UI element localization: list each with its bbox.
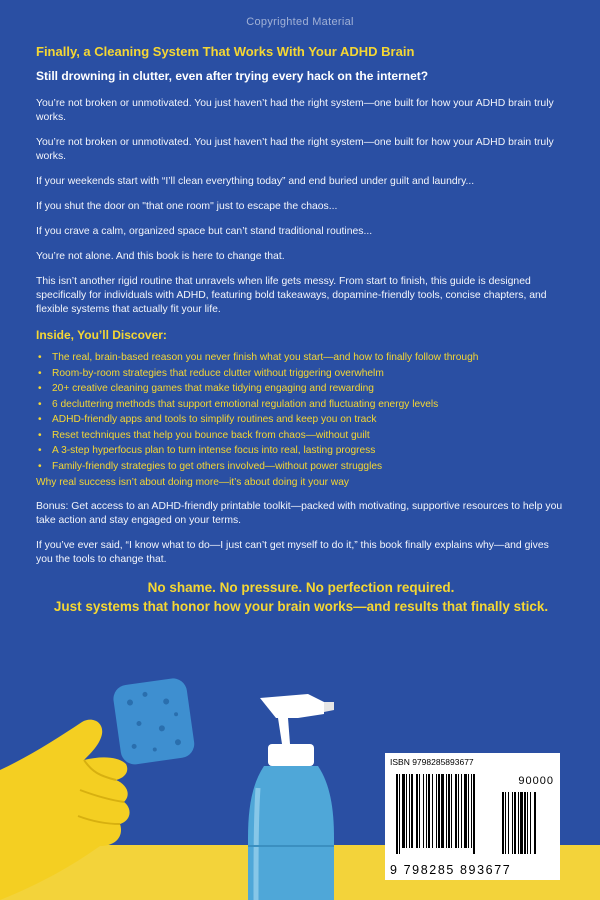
bonus-paragraph: Bonus: Get access to an ADHD-friendly printable toolkit—packed with motivating, supportive resources to help you take action and stay engaged on your terms. bbox=[36, 501, 563, 526]
discover-list bbox=[36, 350, 566, 474]
intro-paragraph: If you crave a calm, organized space but can’t stand traditional routines... bbox=[36, 226, 373, 237]
intro-paragraph: If your weekends start with “I’ll clean everything today” and end buried under guilt and laundry... bbox=[36, 176, 475, 187]
back-cover-copy bbox=[36, 44, 566, 616]
list-item: • Room-by-room strategies that reduce clutter without triggering overwhelm bbox=[36, 366, 566, 382]
list-item: • Reset techniques that help you bounce back from chaos—without guilt bbox=[36, 428, 566, 444]
list-item: • A 3-step hyperfocus plan to turn intense focus into real, lasting progress bbox=[36, 443, 566, 459]
list-item: • ADHD-friendly apps and tools to simplify routines and keep you on track bbox=[36, 412, 566, 428]
barcode-bars bbox=[390, 772, 555, 856]
spray-bottle-illustration bbox=[238, 688, 358, 900]
tagline bbox=[22, 578, 580, 616]
price-code: 90000 bbox=[518, 775, 554, 787]
description-paragraph: This isn’t another rigid routine that unravels when life gets messy. From start to finish, this guide is designed specifically for individuals with ADHD, featuring bold takeaways, dopamine-friendly tools, concise chapters, and flexible systems that actually fit your life. bbox=[36, 276, 547, 315]
intro-paragraph: You’re not broken or unmotivated. You just haven’t had the right system—one built for how your ADHD brain truly works. bbox=[36, 137, 554, 162]
isbn-label: ISBN 9798285893677 bbox=[390, 757, 474, 767]
list-item: • Family-friendly strategies to get others involved—without power struggles bbox=[36, 459, 566, 475]
headline: Finally, a Cleaning System That Works With Your ADHD Brain bbox=[36, 44, 415, 59]
subhead: Still drowning in clutter, even after trying every hack on the internet? bbox=[36, 69, 429, 83]
final-paragraph: If you’ve ever said, “I know what to do—I just can’t get myself to do it,” this book finally explains why—and gives you the tools to change that. bbox=[36, 540, 549, 565]
tagline-line-1: No shame. No pressure. No perfection required. bbox=[147, 580, 455, 595]
intro-paragraph: You’re not broken or unmotivated. You just haven’t had the right system—one built for how your ADHD brain truly works. bbox=[36, 98, 554, 123]
isbn-barcode bbox=[385, 753, 560, 880]
intro-paragraph: If you shut the door on "that one room" just to escape the chaos... bbox=[36, 201, 338, 212]
intro-paragraph: You’re not alone. And this book is here to change that. bbox=[36, 251, 285, 262]
barcode-digits: 9 798285 893677 bbox=[390, 863, 512, 877]
tagline-line-2: Just systems that honor how your brain works—and results that finally stick. bbox=[53, 599, 549, 614]
list-item: • 20+ creative cleaning games that make tidying engaging and rewarding bbox=[36, 381, 566, 397]
copyright-watermark: Copyrighted Material bbox=[246, 16, 354, 28]
discover-heading: Inside, You’ll Discover: bbox=[36, 328, 167, 342]
gloved-hand-with-sponge-illustration bbox=[0, 660, 230, 900]
list-item: • 6 decluttering methods that support emotional regulation and fluctuating energy levels bbox=[36, 397, 566, 413]
closing-line: Why real success isn’t about doing more—it’s about doing it your way bbox=[36, 477, 349, 488]
list-item: • The real, brain-based reason you never finish what you start—and how to finally follow through bbox=[36, 350, 566, 366]
